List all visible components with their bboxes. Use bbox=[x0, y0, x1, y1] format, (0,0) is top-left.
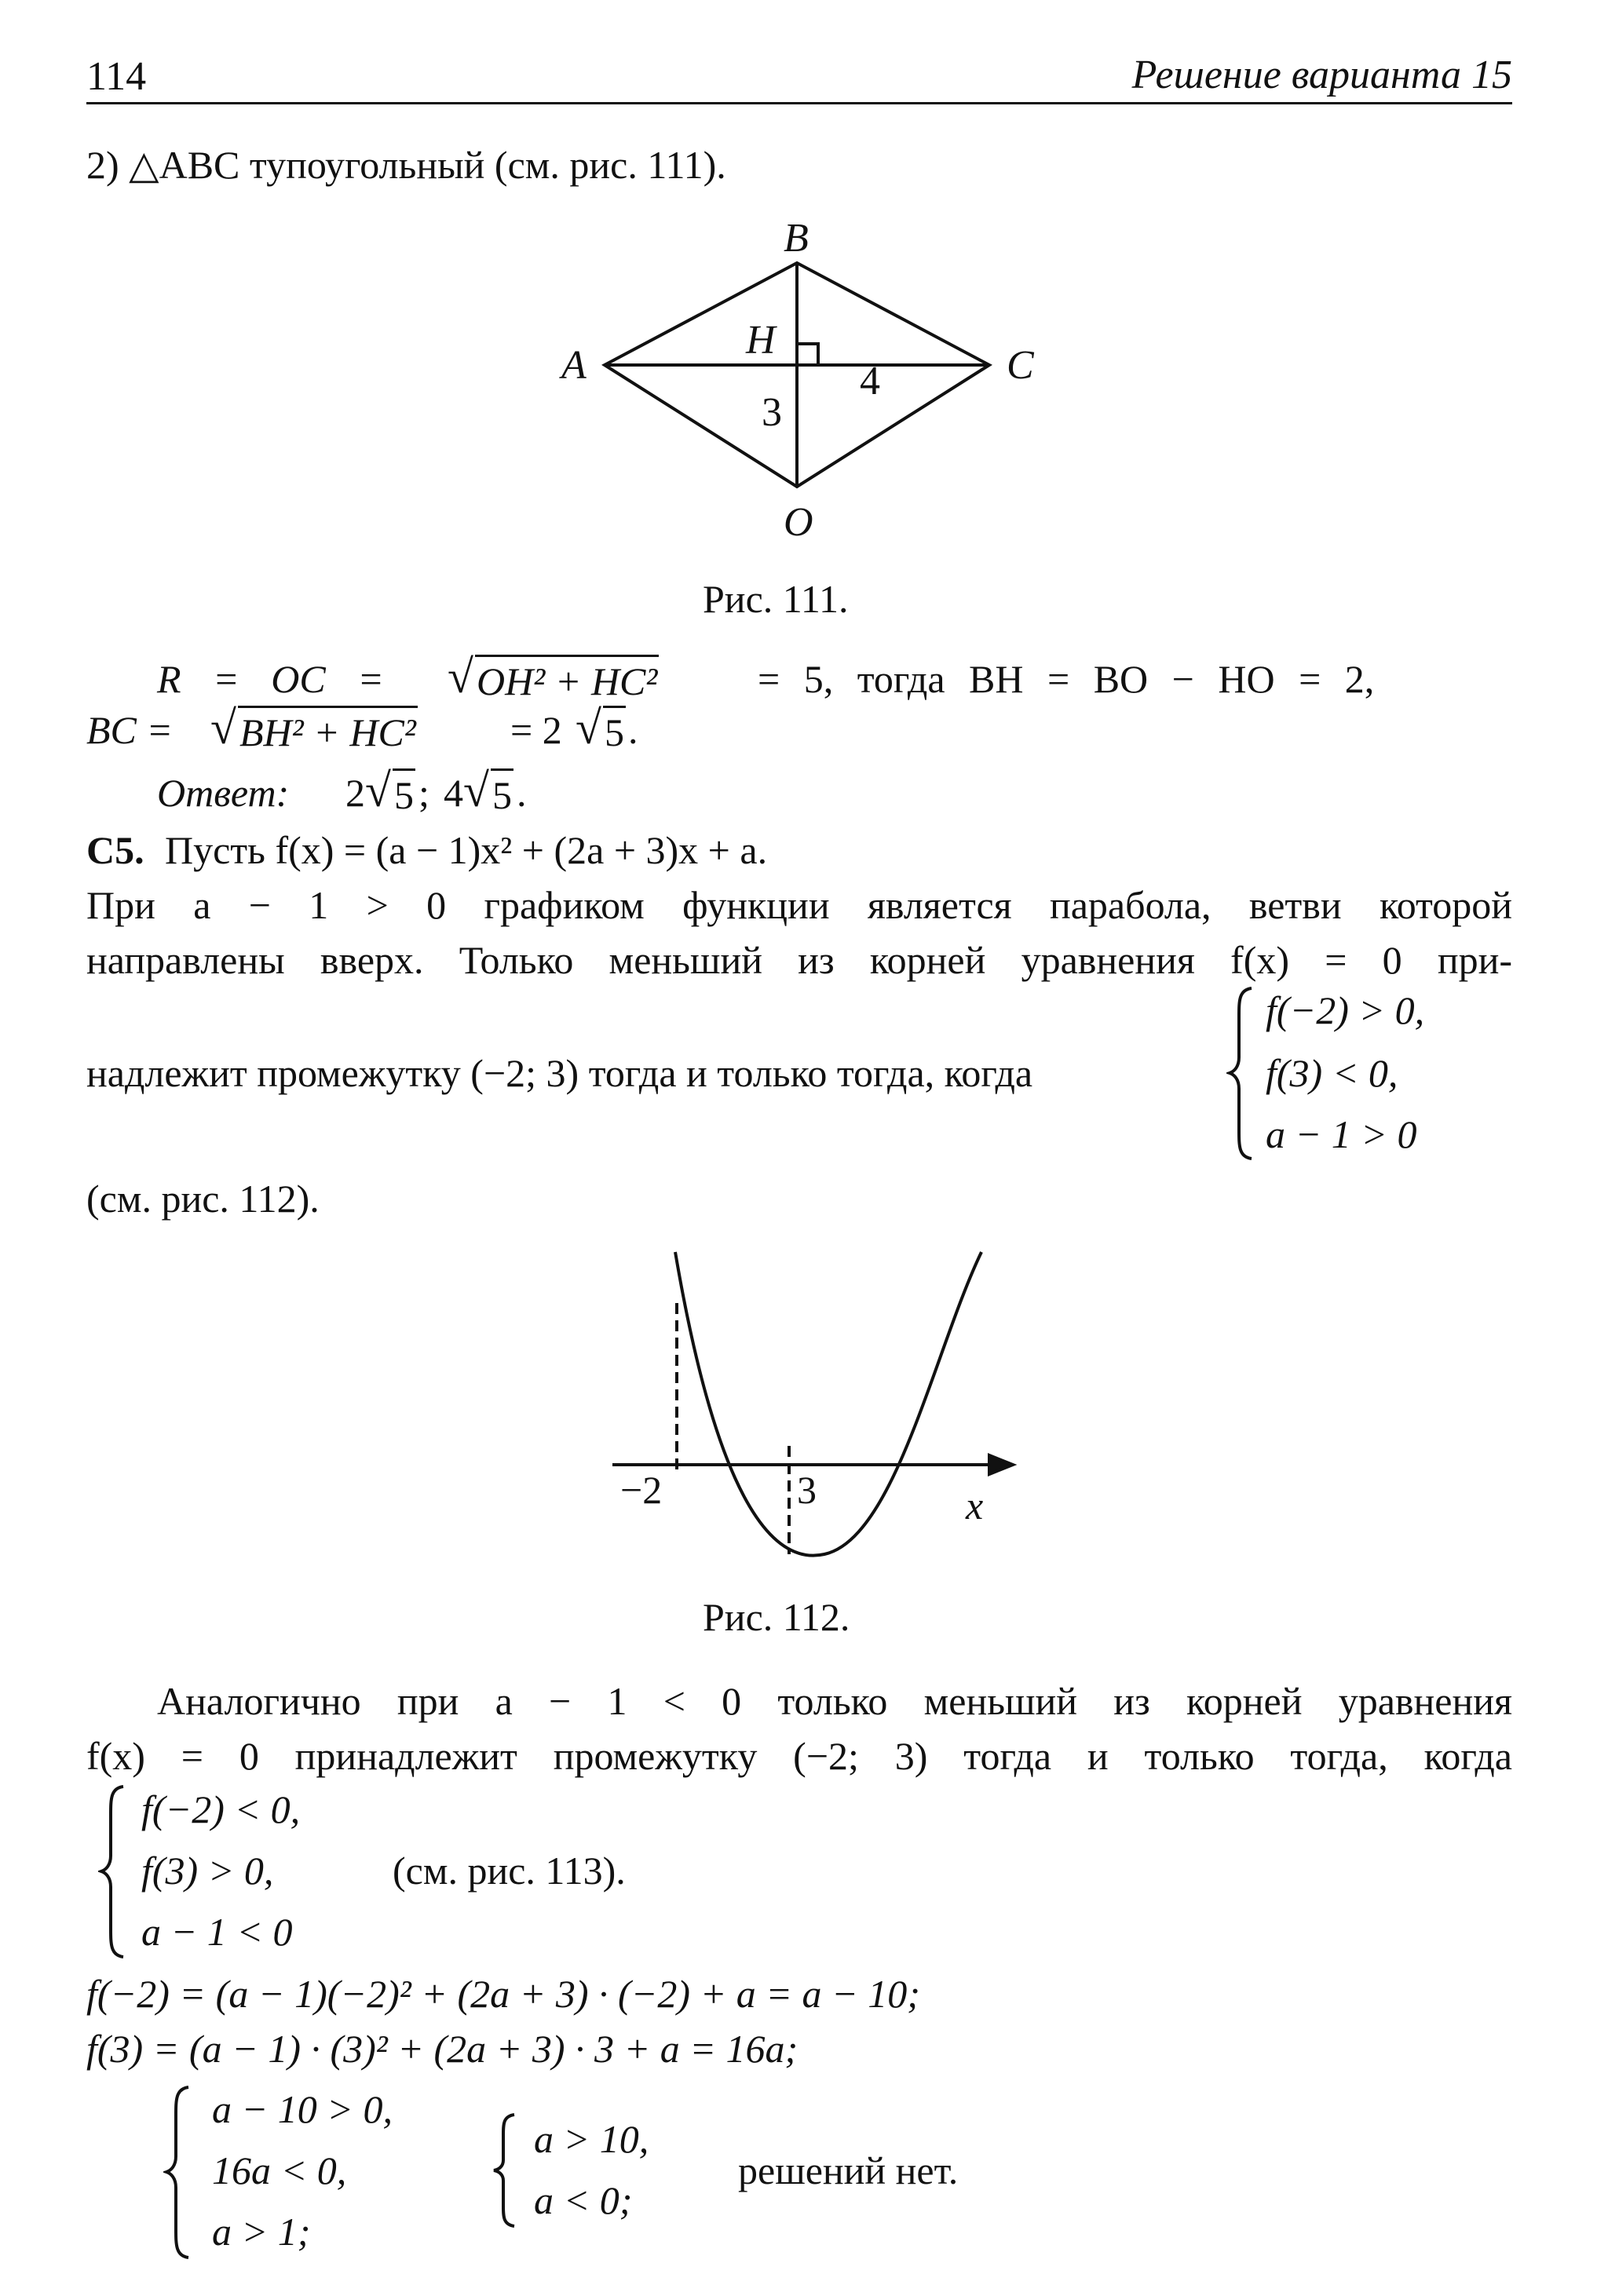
label-four: 4 bbox=[860, 359, 880, 403]
para2-line2: f(x) = 0 принадлежит промежутку (−2; 3) тогда и только тогда, когда bbox=[86, 1734, 1512, 1778]
answer-value-a: 2 bbox=[345, 771, 365, 815]
para1-line1: При a − 1 > 0 графиком функции является парабола, ветви которой bbox=[86, 883, 1512, 927]
answer-sqrt-sign-b: √ bbox=[463, 765, 489, 816]
final-system1-line2: 16a < 0, bbox=[212, 2148, 347, 2192]
figure-111-caption: Рис. 111. bbox=[703, 577, 849, 621]
calc-line2-right: = 2 bbox=[510, 708, 562, 752]
calc-line1-rest: = 5, тогда BH = BO − HO = 2, bbox=[758, 657, 1375, 701]
running-title: Решение варианта 15 bbox=[1131, 53, 1512, 97]
parabola-curve bbox=[675, 1252, 984, 1556]
label-h: H bbox=[746, 318, 776, 363]
x-axis-arrow bbox=[989, 1455, 1013, 1474]
system1-line1: f(−2) > 0, bbox=[1266, 988, 1425, 1032]
answer-sqrt-b: 5 bbox=[491, 768, 513, 815]
calc-line1-sqrt-sign: √ bbox=[448, 651, 473, 703]
label-x: x bbox=[966, 1484, 984, 1528]
system1-line3: a − 1 > 0 bbox=[1266, 1112, 1417, 1156]
system1-brace bbox=[1226, 985, 1258, 1162]
system2-line1: f(−2) < 0, bbox=[141, 1787, 301, 1831]
c5-text: Пусть f(x) = (a − 1)x² + (2a + 3)x + a. bbox=[165, 828, 768, 872]
answer-sqrt-a: 5 bbox=[393, 768, 415, 815]
para2-line1: Аналогично при a − 1 < 0 только меньший из корней уравнения bbox=[157, 1679, 1512, 1723]
calc-line2-sqrt-5: 5 bbox=[603, 706, 626, 752]
final-system1-line3: a > 1; bbox=[212, 2210, 311, 2254]
label-o: O bbox=[784, 500, 813, 545]
label-c: C bbox=[1007, 343, 1034, 388]
final-system2-line2: a < 0; bbox=[534, 2178, 633, 2222]
calc-line1-sqrt: OH² + HC² bbox=[475, 655, 659, 701]
system2-line3: a − 1 < 0 bbox=[141, 1910, 293, 1954]
label-three: 3 bbox=[762, 390, 782, 435]
system2-brace bbox=[98, 1783, 130, 1960]
calc-line2-sqrt-sign-2: √ bbox=[576, 702, 601, 754]
figure-112-caption: Рис. 112. bbox=[703, 1595, 850, 1639]
equation-f-minus2: f(−2) = (a − 1)(−2)² + (2a + 3) · (−2) + a = a − 10; bbox=[86, 1972, 920, 2016]
para1-line2: направлены вверх. Только меньший из корней уравнения f(x) = 0 при- bbox=[86, 938, 1512, 982]
final-system1-brace bbox=[163, 2084, 195, 2261]
final-result: решений нет. bbox=[738, 2148, 959, 2192]
label-a: A bbox=[561, 343, 587, 388]
system1-line2: f(3) < 0, bbox=[1266, 1051, 1398, 1095]
calc-line2-sqrt-sign: √ bbox=[210, 702, 236, 754]
answer-value-b: 4 bbox=[444, 771, 463, 815]
figure-111-rhombus bbox=[534, 212, 1084, 557]
calc-line1-r: R = OC = bbox=[157, 657, 384, 701]
answer-sep: ; bbox=[418, 771, 429, 815]
answer-sqrt-sign-a: √ bbox=[365, 765, 391, 816]
page-number: 114 bbox=[86, 54, 147, 99]
case2-heading: 2) △ABC тупоугольный (см. рис. 111). bbox=[86, 143, 726, 187]
para2-ref: (см. рис. 113). bbox=[393, 1849, 626, 1893]
header-rule bbox=[86, 102, 1512, 104]
para1-line4: (см. рис. 112). bbox=[86, 1177, 320, 1221]
calc-line2-end: . bbox=[628, 708, 638, 752]
final-system1-line1: a − 10 > 0, bbox=[212, 2087, 393, 2131]
para1-line3: надлежит промежутку (−2; 3) тогда и только тогда, когда bbox=[86, 1051, 1033, 1095]
calc-line2-sqrt: BH² + HC² bbox=[238, 706, 418, 752]
calc-line2-left: BC = bbox=[86, 708, 174, 752]
answer-label: Ответ: bbox=[157, 771, 290, 815]
label-minus2: −2 bbox=[620, 1468, 663, 1512]
final-system2-brace bbox=[491, 2112, 519, 2229]
equation-f3: f(3) = (a − 1) · (3)² + (2a + 3) · 3 + a = 16a; bbox=[86, 2027, 799, 2071]
final-system2-line1: a > 10, bbox=[534, 2117, 649, 2161]
system2-line2: f(3) > 0, bbox=[141, 1849, 274, 1893]
c5-label: C5. bbox=[86, 828, 144, 872]
right-angle-mark bbox=[797, 344, 818, 365]
label-three: 3 bbox=[797, 1468, 817, 1512]
label-b: B bbox=[784, 216, 809, 261]
figure-112-parabola bbox=[597, 1240, 1036, 1578]
answer-end: . bbox=[517, 771, 527, 815]
